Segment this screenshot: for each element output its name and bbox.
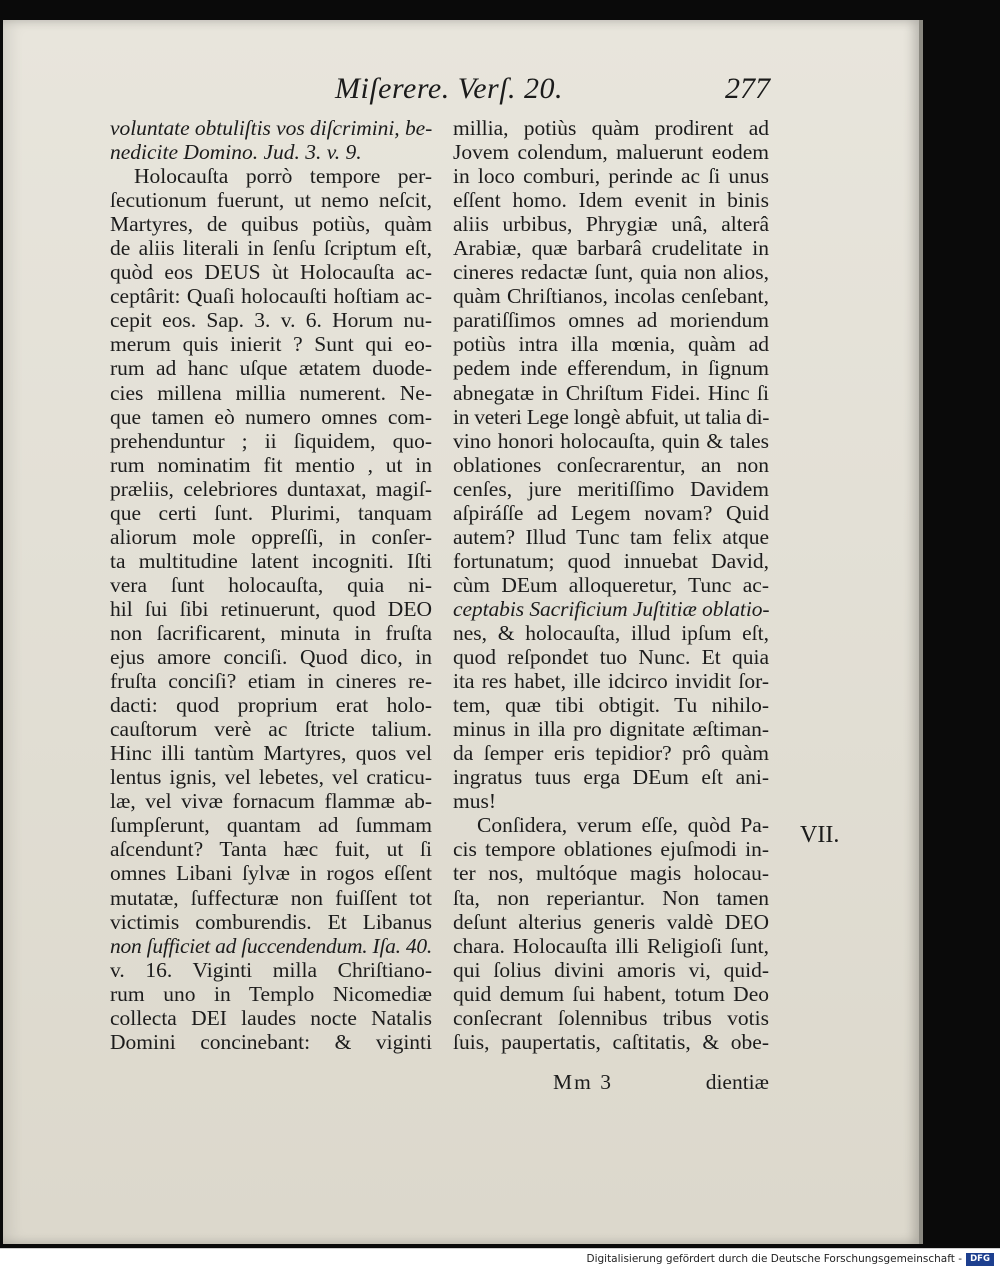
text-line: collecta DEI laudes nocte Natalis — [110, 1005, 432, 1030]
text-line: quòd eos DEUS ùt Holocauſta ac- — [110, 260, 432, 285]
text-line: cies millena millia numerent. Ne- — [110, 380, 432, 405]
signature-line — [453, 1070, 769, 1094]
text-line: ſuis, paupertatis, caſtitatis, & obe- — [453, 1029, 769, 1054]
text-line: hil ſui ſibi retinuerunt, quod DEO — [110, 596, 432, 621]
text-line: autem? Illud Tunc tam felix atque — [453, 524, 769, 549]
text-line: ſecutionum fuerunt, ut nemo neſcit, — [110, 188, 432, 213]
dfg-logo: DFG — [966, 1253, 994, 1266]
text-line: merum quis inierit ? Sunt qui eo- — [110, 332, 432, 357]
text-line: chara. Holocauſta illi Religioſi ſunt, — [453, 933, 769, 958]
text-line: fruſta conciſi? etiam in cineres re- — [110, 669, 432, 694]
text-line: ta multitudine latent incogniti. Iſti — [110, 548, 432, 573]
text-line: tem, quæ tibi obtigit. Tu nihilo- — [453, 693, 769, 718]
text-line: ceptârit: Quaſi holocauſti hoſtiam ac- — [110, 284, 432, 309]
text-line: nedicite Domino. Jud. 3. v. 9. — [110, 140, 362, 165]
text-line: aliorum mole oppreſſi, in conſer- — [110, 524, 432, 549]
text-line: cenſes, jure meritiſſimo Davidem — [453, 476, 769, 501]
text-line: non ſacrificarent, minuta in fruſta — [110, 620, 432, 645]
text-line: læ, vel vivæ fornacum flammæ ab- — [110, 789, 432, 814]
text-line: in loco comburi, perinde ac ſi unus — [453, 164, 769, 189]
text-line: ita res habet, ille idcirco invidit ſor- — [453, 669, 769, 694]
margin-section-number: VII. — [800, 822, 840, 848]
text-line: ſumpſerunt, quantam ad ſummam — [110, 813, 432, 838]
text-line: quàm Chriſtianos, incolas cenſebant, — [453, 284, 769, 309]
running-head — [110, 60, 770, 110]
text-line: omnes Libani ſylvæ in rogos eſſent — [110, 861, 432, 886]
text-line: mus! — [453, 789, 496, 814]
text-line: conſecrant ſolennibus tribus votis — [453, 1005, 769, 1030]
text-line: ingratus tuus erga DEum eſt ani- — [453, 765, 769, 790]
text-line: Jovem colendum, maluerunt eodem — [453, 140, 769, 165]
text-line: rum ad hanc uſque ætatem duode- — [110, 356, 432, 381]
text-line: v. 16. Viginti milla Chriſtiano- — [110, 957, 432, 982]
text-line: aſcendunt? Tanta hæc fuit, ut ſi — [110, 837, 432, 862]
text-line: pedem inde efferendum, in ſignum — [453, 356, 769, 381]
running-head-title: Miſerere. Verſ. 20. — [335, 72, 564, 105]
text-line: vino honori holocauſta, quin & tales — [453, 428, 769, 453]
text-line: vera ſunt holocauſta, quia ni- — [110, 572, 432, 597]
text-line: ſta, non reperiantur. Non tamen — [453, 885, 769, 910]
footer-credit: Digitalisierung gefördert durch die Deutsche Forschungsgemeinschaft - — [586, 1253, 962, 1265]
text-line: millia, potiùs quàm prodirent ad — [453, 116, 769, 140]
text-line: cepit eos. Sap. 3. v. 6. Horum nu- — [110, 308, 432, 333]
text-line: Martyres, de quibus potiùs, quàm — [110, 212, 432, 237]
text-line: paratiſſimos omnes ad moriendum — [453, 308, 769, 333]
text-line: in veteri Lege longè abfuit, ut talia di- — [453, 404, 770, 429]
text-line: minus in illa pro dignitate æſtiman- — [453, 717, 769, 742]
text-line: quid demum ſui habent, totum Deo — [453, 981, 769, 1006]
text-line: ceptabis Sacrificium Juſtitiæ oblatio- — [453, 596, 770, 621]
text-line: aſpiráſſe ad Legem novam? Quid — [453, 500, 769, 525]
text-line: victimis comburendis. Et Libanus — [110, 909, 432, 934]
text-line: cis tempore oblationes ejuſmodi in- — [453, 837, 769, 862]
text-line: lentus ignis, vel lebetes, vel craticu- — [110, 765, 432, 790]
text-line: nes, & holocauſta, illud ipſum eſt, — [453, 620, 769, 645]
text-line: cùm DEum alloqueretur, Tunc ac- — [453, 572, 769, 597]
text-line: Domini concinebant: & viginti — [110, 1029, 432, 1054]
text-line: de aliis literali in ſenſu ſcriptum eſt, — [110, 236, 432, 261]
text-line: voluntate obtuliſtis vos diſcrimini, be- — [110, 116, 433, 140]
text-line: mutatæ, ſuffecturæ non fuiſſent tot — [110, 885, 432, 910]
text-line: qui ſolius divini amoris vi, quid- — [453, 957, 769, 982]
text-line: oblationes conſecrarentur, an non — [453, 452, 769, 477]
catchword: dientiæ — [705, 1070, 769, 1094]
text-line: eſſent homo. Idem evenit in binis — [453, 188, 769, 213]
text-line: cauſtorum verè ac ſtricte talium. — [110, 717, 432, 742]
text-line: rum uno in Templo Nicomediæ — [110, 981, 432, 1006]
text-line: cineres redactæ ſunt, quia non alios, — [453, 260, 769, 285]
page-edge — [919, 20, 923, 1244]
text-line: ter nos, multóque magis holocau- — [453, 861, 769, 886]
text-line: aliis urbibus, Phrygiæ unâ, alterâ — [453, 212, 769, 237]
text-line: rum nominatim fit mentio , ut in — [110, 452, 432, 477]
text-line: da ſemper eris tepidior? prô quàm — [453, 741, 769, 766]
text-line: non ſufficiet ad ſuccendendum. Iſa. 40. — [110, 933, 432, 958]
text-line: Holocauſta porrò tempore per- — [134, 164, 432, 189]
text-line: abnegatæ in Chriſtum Fidei. Hinc ſi — [453, 380, 769, 405]
text-line: dacti: quod proprium erat holo- — [110, 693, 432, 718]
signature-mark: Mm 3 — [553, 1070, 613, 1094]
text-line: præliis, celebriores duntaxat, magiſ- — [110, 476, 432, 501]
right-text-column — [453, 116, 769, 1054]
text-line: deſunt alterius generis valdè DEO — [453, 909, 769, 934]
text-line: fortunatum; quod innuebat David, — [453, 548, 769, 573]
text-line: prehenduntur ; ii ſiquidem, quo- — [110, 428, 432, 453]
text-line: Conſidera, verum eſſe, quòd Pa- — [477, 813, 769, 838]
digitization-footer — [0, 1248, 1000, 1271]
text-line: que tamen eò numero omnes com- — [110, 404, 432, 429]
text-line: que certi ſunt. Plurimi, tanquam — [110, 500, 432, 525]
text-line: ejus amore conciſi. Quod dico, in — [110, 645, 432, 670]
text-line: quod reſpondet tuo Nunc. Et quia — [453, 645, 769, 670]
page-number: 277 — [725, 72, 770, 105]
left-text-column — [110, 116, 432, 1054]
text-line: Hinc illi tantùm Martyres, quos vel — [110, 741, 432, 766]
text-line: potiùs intra illa mœnia, quàm ad — [453, 332, 769, 357]
text-line: Arabiæ, quæ barbarâ crudelitate in — [453, 236, 769, 261]
